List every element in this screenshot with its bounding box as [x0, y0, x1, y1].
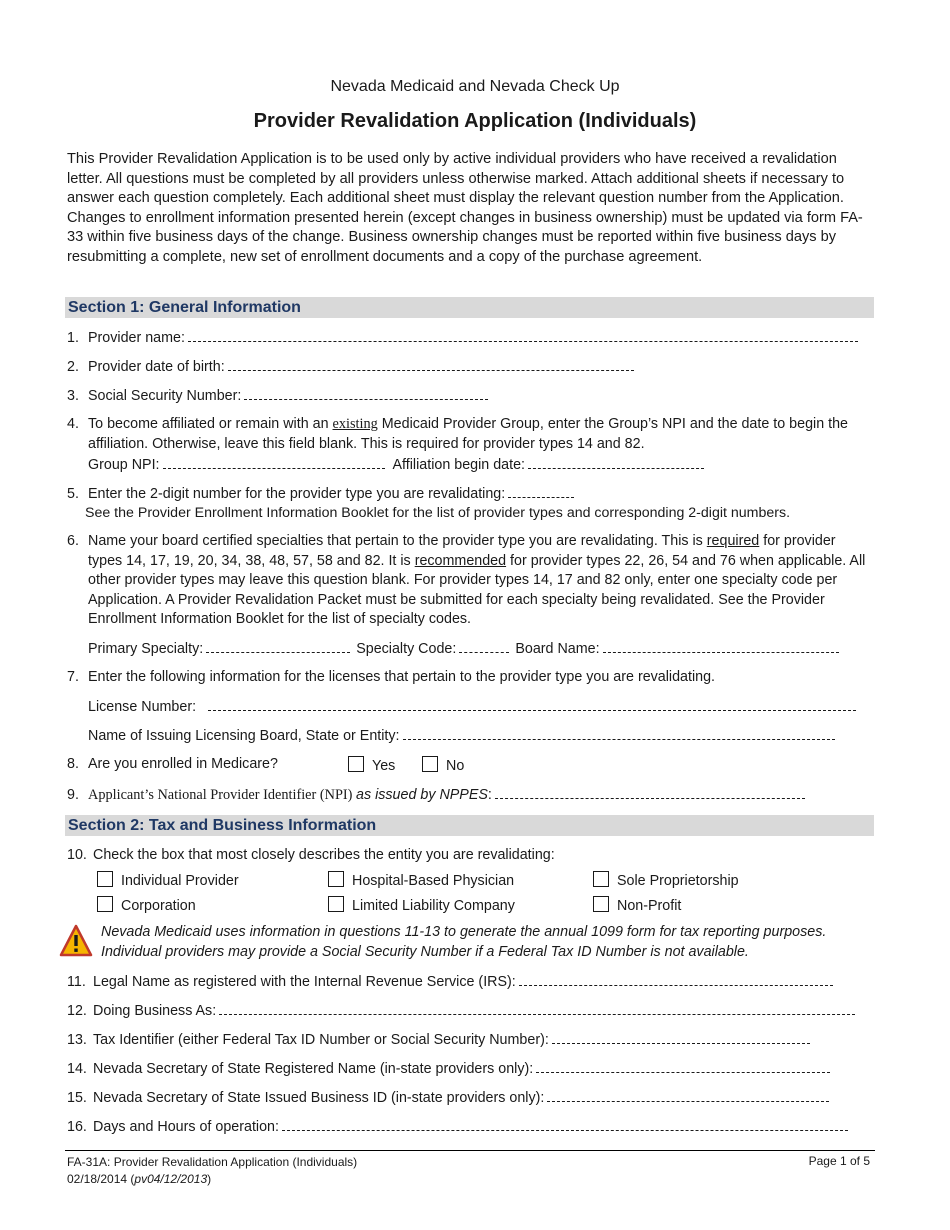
- primary-specialty-field[interactable]: [206, 639, 350, 653]
- question-14: 14. Nevada Secretary of State Registered Name (in-state providers only):: [67, 1059, 873, 1080]
- dba-field[interactable]: [219, 1001, 855, 1015]
- legal-name-label: Legal Name as registered with the Internal Revenue Service (IRS):: [93, 974, 516, 990]
- question-5-note: See the Provider Enrollment Information Booklet for the list of provider types and corresponding 2-digit numbers.: [85, 505, 791, 521]
- group-npi-field[interactable]: [163, 455, 385, 469]
- question-16: 16. Days and Hours of operation:: [67, 1117, 873, 1138]
- question-10: 10. Check the box that most closely describes the entity you are revalidating:: [67, 847, 555, 863]
- provider-name-field[interactable]: [188, 328, 858, 342]
- board-name-field[interactable]: [603, 639, 839, 653]
- provider-name-label: Provider name:: [88, 330, 185, 346]
- entity-option-corporation[interactable]: Corporation: [97, 896, 196, 914]
- question-15: 15. Nevada Secretary of State Issued Business ID (in-state providers only):: [67, 1088, 873, 1109]
- question-6-text: Name your board certified specialties that pertain to the provider type you are revalidating. This is required for provider types 14, 17, 19, 20, 34, 38, 48, 57, 58 and 82. It is recommended for provider types 22, 26, 54 and 76 when applicable. All other provider types may leave this question blank. For provider types 14, 17 and 82 only, enter one specialty code per Application. A Provider Revalidation Packet must be submitted for each specialty being revalidated. See the Provider Enrollment Information Booklet for the list of specialty codes.: [88, 533, 866, 628]
- question-2: 2. Provider date of birth:: [67, 357, 873, 378]
- question-4-fields: [88, 455, 873, 476]
- question-11: 11. Legal Name as registered with the Internal Revenue Service (IRS):: [67, 972, 873, 993]
- hours-field[interactable]: [282, 1117, 848, 1131]
- entity-checkbox[interactable]: [328, 871, 344, 887]
- footer-form-info: [67, 1154, 357, 1188]
- entity-checkbox[interactable]: [97, 896, 113, 912]
- question-7: 7. Enter the following information for the licenses that pertain to the provider type you are revalidating.: [67, 669, 716, 685]
- license-number-label: License Number:: [88, 699, 197, 715]
- entity-option-sole-proprietorship[interactable]: Sole Proprietorship: [593, 871, 739, 889]
- question-6-fields: [88, 639, 873, 660]
- hours-label: Days and Hours of operation:: [93, 1119, 279, 1135]
- entity-checkbox[interactable]: [593, 871, 609, 887]
- footer-form-name: FA-31A: Provider Revalidation Application (Individuals): [67, 1155, 358, 1169]
- licensing-board-row: [88, 726, 873, 747]
- question-3: 3. Social Security Number:: [67, 386, 873, 407]
- entity-checkbox[interactable]: [97, 871, 113, 887]
- entity-option-llc[interactable]: Limited Liability Company: [328, 896, 515, 914]
- primary-specialty-label: Primary Specialty:: [88, 641, 204, 657]
- warning-icon: [59, 924, 93, 958]
- agency-header: Nevada Medicaid and Nevada Check Up: [330, 78, 620, 95]
- provider-type-label: Enter the 2-digit number for the provider type you are revalidating:: [88, 486, 506, 502]
- question-6-number: 6.: [67, 533, 79, 549]
- intro-paragraph: This Provider Revalidation Application is to be used only by active individual providers who have received a revalidation letter. All questions must be completed by all providers unless otherwise marked. Attach additional sheets if necessary to answer each question completely. Each additional sheet must display the relevant question number from the Application. Changes to enrollment information presented herein (except changes in business ownership) must be updated via form FA-33 within five business days of the change. Business ownership changes must be reported within five business days by resubmitting a complete, new set of enrollment documents and a copy of the purchase agreement.: [67, 151, 863, 265]
- provider-type-field[interactable]: [508, 484, 574, 498]
- entity-option-hospital-based[interactable]: Hospital-Based Physician: [328, 871, 514, 889]
- question-4-text: To become affiliated or remain with an existing Medicaid Provider Group, enter the Group’s NPI and the date to begin the affiliation. Otherwise, leave this field blank. This is required for provider types 14 and 82.: [88, 416, 849, 452]
- entity-checkbox[interactable]: [328, 896, 344, 912]
- tax-id-label: Tax Identifier (either Federal Tax ID Number or Social Security Number):: [93, 1032, 549, 1048]
- dob-field[interactable]: [228, 357, 634, 371]
- medicare-yes-checkbox[interactable]: [348, 756, 364, 772]
- sos-name-field[interactable]: [536, 1059, 830, 1073]
- question-5: 5. Enter the 2-digit number for the provider type you are revalidating:: [67, 484, 873, 505]
- section-2-header: Section 2: Tax and Business Information: [65, 815, 874, 836]
- dba-label: Doing Business As:: [93, 1003, 217, 1019]
- legal-name-field[interactable]: [519, 972, 833, 986]
- licensing-board-field[interactable]: [403, 726, 835, 740]
- sos-business-id-field[interactable]: [547, 1088, 829, 1102]
- affiliation-date-field[interactable]: [528, 455, 704, 469]
- specialty-code-field[interactable]: [459, 639, 509, 653]
- question-13: 13. Tax Identifier (either Federal Tax ID Number or Social Security Number):: [67, 1030, 873, 1051]
- tax-warning-note: Nevada Medicaid uses information in questions 11-13 to generate the annual 1099 form for tax reporting purposes. Individual providers may provide a Social Security Number if a Federal Tax ID Number is not available.: [101, 924, 827, 960]
- tax-id-field[interactable]: [552, 1030, 810, 1044]
- license-number-field[interactable]: [208, 697, 856, 711]
- question-4-number: 4.: [67, 416, 79, 432]
- footer-form-date: 02/18/2014 (pv04/12/2013): [67, 1172, 212, 1186]
- medicare-label: Are you enrolled in Medicare?: [88, 756, 278, 772]
- ssn-field[interactable]: [244, 386, 488, 400]
- entity-type-label: Check the box that most closely describes the entity you are revalidating:: [93, 847, 555, 863]
- medicare-no-checkbox[interactable]: [422, 756, 438, 772]
- license-number-row: [88, 697, 873, 718]
- entity-checkbox[interactable]: [593, 896, 609, 912]
- licensing-board-label: Name of Issuing Licensing Board, State or Entity:: [88, 728, 400, 744]
- ssn-label: Social Security Number:: [88, 388, 242, 404]
- group-npi-label: Group NPI:: [88, 457, 160, 473]
- affiliation-date-label: Affiliation begin date:: [392, 457, 525, 473]
- entity-option-non-profit[interactable]: Non-Profit: [593, 896, 681, 914]
- entity-option-individual-provider[interactable]: Individual Provider: [97, 871, 239, 889]
- license-intro-label: Enter the following information for the licenses that pertain to the provider type you are revalidating.: [88, 669, 716, 685]
- page-number: Page 1 of 5: [808, 1154, 870, 1168]
- question-12: 12. Doing Business As:: [67, 1001, 873, 1022]
- medicare-no-option[interactable]: No: [422, 756, 464, 774]
- question-8: 8. Are you enrolled in Medicare?: [67, 756, 278, 772]
- board-name-label: Board Name:: [515, 641, 600, 657]
- dob-label: Provider date of birth:: [88, 359, 225, 375]
- section-1-header: Section 1: General Information: [65, 297, 874, 318]
- form-title: Provider Revalidation Application (Individuals): [253, 110, 697, 132]
- footer-divider: [65, 1150, 875, 1151]
- npi-label: Applicant’s National Provider Identifier (NPI): [88, 787, 356, 803]
- question-9: 9. Applicant’s National Provider Identifier (NPI) as issued by NPPES:: [67, 785, 873, 806]
- specialty-code-label: Specialty Code:: [356, 641, 457, 657]
- medicare-yes-option[interactable]: Yes: [348, 756, 395, 774]
- question-1: 1. Provider name:: [67, 328, 873, 349]
- sos-business-id-label: Nevada Secretary of State Issued Business ID (in-state providers only):: [93, 1090, 545, 1106]
- npi-field[interactable]: [495, 785, 805, 799]
- sos-name-label: Nevada Secretary of State Registered Name (in-state providers only):: [93, 1061, 534, 1077]
